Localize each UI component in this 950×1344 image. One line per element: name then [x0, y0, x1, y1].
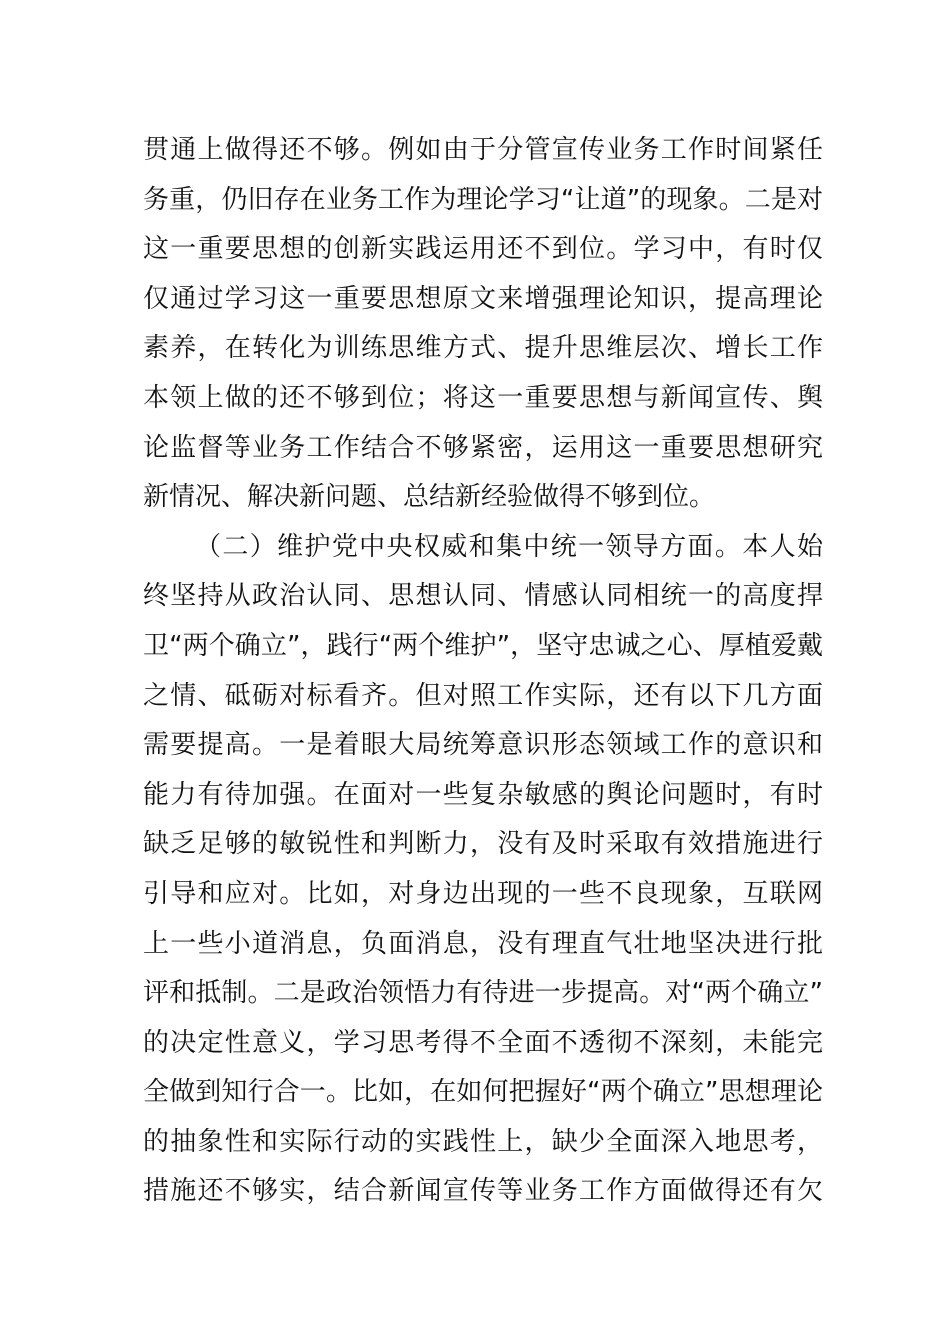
text-line: 的抽象性和实际行动的实践性上，缺少全面深入地思考，	[143, 1126, 823, 1157]
text-line: 缺乏足够的敏锐性和判断力，没有及时采取有效措施进行	[143, 829, 823, 860]
text-line: 之情、砥砺对标看齐。但对照工作实际，还有以下几方面	[143, 680, 823, 711]
text-line: 全做到知行合一。比如，在如何把握好“两个确立”思想理论	[143, 1077, 823, 1108]
text-line: 素养，在转化为训练思维方式、提升思维层次、增长工作	[143, 333, 823, 364]
text-line: 上一些小道消息，负面消息，没有理直气壮地坚决进行批	[143, 928, 823, 959]
text-line: 的决定性意义，学习思考得不全面不透彻不深刻，未能完	[143, 1027, 823, 1058]
text-line: 这一重要思想的创新实践运用还不到位。学习中，有时仅	[143, 234, 823, 265]
text-line: 终坚持从政治认同、思想认同、情感认同相统一的高度捍	[143, 581, 823, 612]
text-line: 论监督等业务工作结合不够紧密，运用这一重要思想研究	[143, 432, 823, 463]
paragraph-end-line: 新情况、解决新问题、总结新经验做得不够到位。	[143, 482, 716, 513]
section-heading-line: （二）维护党中央权威和集中统一领导方面。本人始	[195, 531, 823, 562]
body-text	[143, 126, 823, 1217]
text-line: 务重，仍旧存在业务工作为理论学习“让道”的现象。二是对	[143, 184, 823, 215]
text-line: 评和抵制。二是政治领悟力有待进一步提高。对“两个确立”	[143, 978, 823, 1009]
text-line: 仅通过学习这一重要思想原文来增强理论知识，提高理论	[143, 283, 823, 314]
text-line: 需要提高。一是着眼大局统筹意识形态领域工作的意识和	[143, 730, 823, 761]
text-line: 本领上做的还不够到位；将这一重要思想与新闻宣传、舆	[143, 382, 823, 413]
text-line: 卫“两个确立”，践行“两个维护”，坚守忠诚之心、厚植爱戴	[143, 630, 823, 661]
text-line: 引导和应对。比如，对身边出现的一些不良现象，互联网	[143, 878, 823, 909]
text-line: 能力有待加强。在面对一些复杂敏感的舆论问题时，有时	[143, 779, 823, 810]
text-line: 措施还不够实，结合新闻宣传等业务工作方面做得还有欠	[143, 1176, 823, 1207]
text-line: 贯通上做得还不够。例如由于分管宣传业务工作时间紧任	[143, 135, 823, 165]
